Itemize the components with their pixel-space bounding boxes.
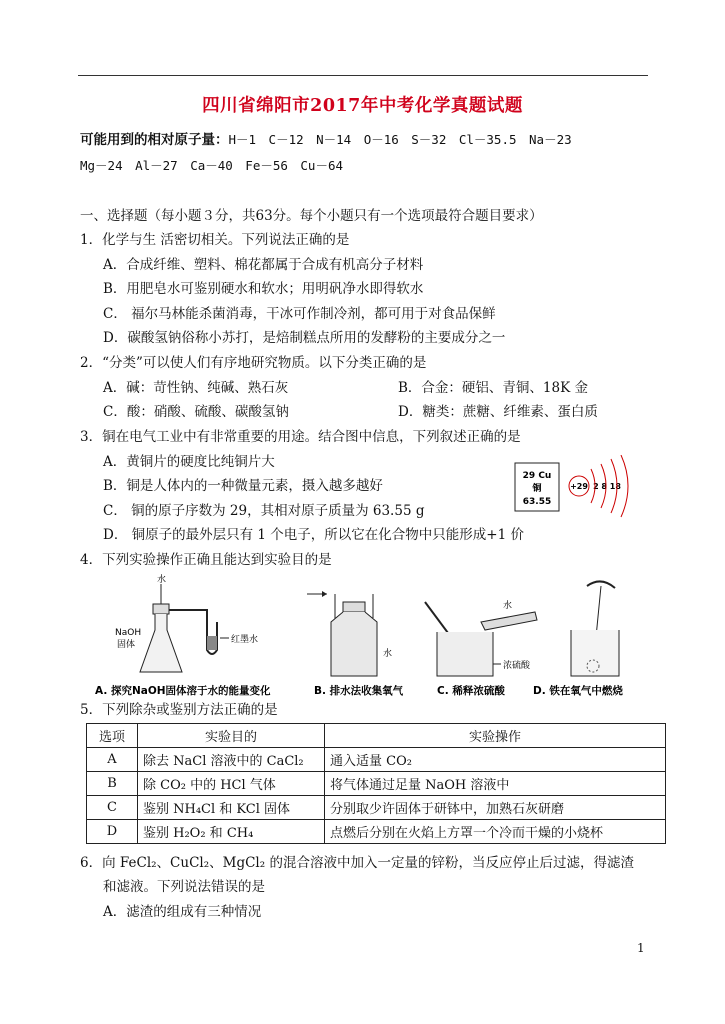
table-header-row <box>87 724 666 748</box>
atomic-mass-line-1 <box>80 131 572 149</box>
label-water-b: 水 <box>383 649 393 659</box>
element-name: 铜 <box>532 484 542 494</box>
row-option: D <box>87 820 138 844</box>
q1-option-d: D．碳酸氢钠俗称小苏打，是焙制糕点所用的发酵粉的主要成分之一 <box>103 330 506 346</box>
row-operation: 将气体通过足量 NaOH 溶液中 <box>325 772 666 796</box>
element-mass: 63.55 <box>522 497 552 507</box>
q3-option-a: A．黄铜片的硬度比纯铜片大 <box>103 454 275 470</box>
q6-stem-line-2: 和滤液。下列说法错误的是 <box>103 879 265 895</box>
row-operation: 分别取少许固体于研钵中，加熟石灰研磨 <box>325 796 666 820</box>
row-purpose: 鉴别 H₂O₂ 和 CH₄ <box>138 820 325 844</box>
q5-table <box>86 723 666 844</box>
header-operation: 实验操作 <box>325 724 666 748</box>
table-row <box>87 820 666 844</box>
header-option: 选项 <box>87 724 138 748</box>
q3-option-c: C． 铜的原子序数为 29，其相对原子质量为 63.55 g <box>103 503 425 519</box>
table-row <box>87 748 666 772</box>
atomic-mass-values-1: H－1 C－12 N－14 O－16 S－32 Cl－35.5 Na－23 <box>228 132 572 147</box>
atomic-mass-label: 可能用到的相对原子量： <box>80 132 229 148</box>
row-option: C <box>87 796 138 820</box>
flask <box>140 614 182 672</box>
q2-stem: 2．“分类”可以使人们有序地研究物质。以下分类正确的是 <box>80 355 427 371</box>
row-operation: 点燃后分别在火焰上方罩一个冷而干燥的小烧杯 <box>325 820 666 844</box>
row-option: B <box>87 772 138 796</box>
row-option: A <box>87 748 138 772</box>
q6-stem-line-1: 6．向 FeCl₂、CuCl₂、MgCl₂ 的混合溶液中加入一定量的锌粉，当反应停止后过滤，得滤渣 <box>80 855 634 871</box>
beaker-c <box>437 632 493 676</box>
header-purpose: 实验目的 <box>138 724 325 748</box>
q2-option-d: D．糖类：蔗糖、纤维素、蛋白质 <box>398 404 598 420</box>
caption-d: D. 铁在氧气中燃烧 <box>533 685 623 697</box>
row-purpose: 鉴别 NH₄Cl 和 KCl 固体 <box>138 796 325 820</box>
shell-electrons: 2 8 18 <box>593 482 621 491</box>
q3-stem: 3．铜在电气工业中有非常重要的用途。结合图中信息，下列叙述正确的是 <box>80 429 521 445</box>
caption-a: A. 探究NaOH固体溶于水的能量变化 <box>95 685 271 697</box>
label-red-ink: 红墨水 <box>231 635 259 645</box>
row-operation: 通入适量 CO₂ <box>325 748 666 772</box>
shell-arc-4 <box>621 455 628 517</box>
page-number: 1 <box>637 941 645 955</box>
gas-arrow-head <box>322 591 327 597</box>
apparatus-b <box>307 591 392 676</box>
q2-option-b: B．合金：硬铝、青铜、18K 金 <box>398 380 588 396</box>
q4-stem: 4．下列实验操作正确且能达到实验目的是 <box>80 552 332 568</box>
apparatus-c <box>425 599 537 676</box>
q2-option-a: A．碱：苛性钠、纯碱、熟石灰 <box>103 380 289 396</box>
q1-option-b: B．用肥皂水可鉴别硬水和软水；用明矾净水即得软水 <box>103 281 424 297</box>
bottle-stopper <box>343 602 365 612</box>
q3-option-b: B．铜是人体内的一种微量元素，摄入越多越好 <box>103 478 383 494</box>
apparatus-a <box>115 573 258 672</box>
table-row <box>87 796 666 820</box>
test-tube <box>481 612 537 630</box>
label-water-a: 水 <box>157 575 167 585</box>
apparatus-d <box>571 581 619 676</box>
q6-option-a: A．滤渣的组成有三种情况 <box>103 904 262 920</box>
label-solid: 固体 <box>117 640 136 650</box>
header-rule <box>78 75 648 76</box>
page-title: 四川省绵阳市2017年中考化学真题试题 <box>202 96 523 116</box>
section-heading: 一、选择题（每小题３分，共63分。每个小题只有一个选项最符合题目要求） <box>80 208 543 224</box>
stopper <box>153 604 169 614</box>
label-conc-acid: 浓硫酸 <box>503 661 531 671</box>
q4-experiment-figure <box>95 572 665 700</box>
label-naoh: NaOH <box>115 628 142 638</box>
row-purpose: 除 CO₂ 中的 HCl 气体 <box>138 772 325 796</box>
q5-stem: 5．下列除杂或鉴别方法正确的是 <box>80 702 278 718</box>
element-number-symbol: 29 Cu <box>522 471 552 481</box>
table-row <box>87 772 666 796</box>
atomic-mass-line-2: Mg－24 Al－27 Ca－40 Fe－56 Cu－64 <box>80 158 344 173</box>
nucleus-charge: +29 <box>570 482 588 491</box>
label-water-c: 水 <box>503 601 513 611</box>
caption-c: C. 稀释浓硫酸 <box>437 685 505 697</box>
gas-jar <box>571 630 619 676</box>
q1-stem: 1．化学与生 活密切相关。下列说法正确的是 <box>80 232 350 248</box>
q1-option-c: C． 福尔马林能杀菌消毒，干冰可作制冷剂，都可用于对食品保鲜 <box>103 306 496 322</box>
caption-b: B. 排水法收集氧气 <box>314 685 404 697</box>
q2-option-c: C．酸：硝酸、硫酸、碳酸氢钠 <box>103 404 289 420</box>
q3-option-d: D． 铜原子的最外层只有 1 个电子，所以它在化合物中只能形成+1 价 <box>103 527 524 543</box>
bottle <box>331 612 377 676</box>
row-purpose: 除去 NaCl 溶液中的 CaCl₂ <box>138 748 325 772</box>
copper-figure <box>505 455 640 520</box>
red-ink-liquid <box>207 636 217 650</box>
q1-option-a: A．合成纤维、塑料、棉花都属于合成有机高分子材料 <box>103 257 424 273</box>
